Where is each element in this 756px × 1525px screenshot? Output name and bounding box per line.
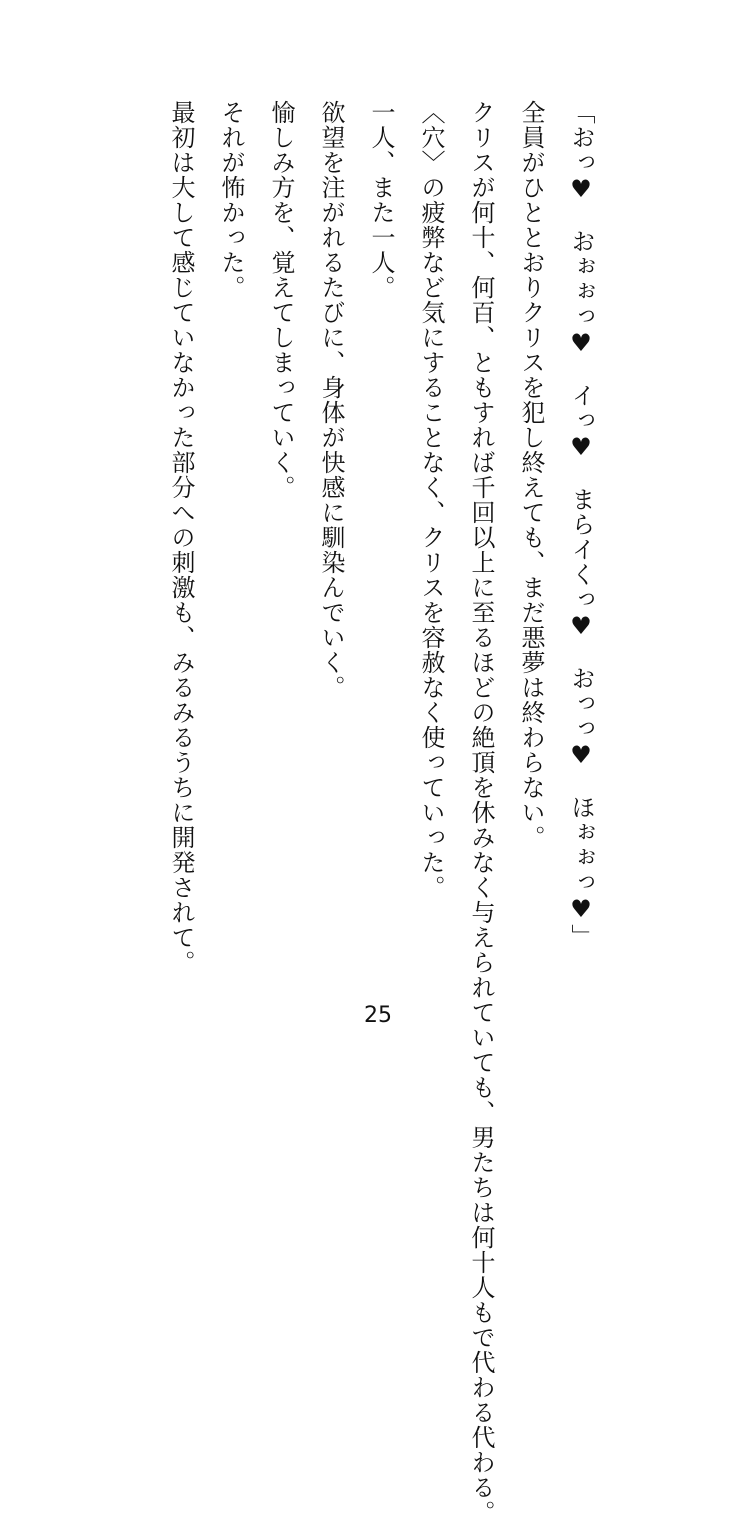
text-line-5: 一人、また一人。 — [367, 100, 395, 300]
text-line-3: クリスが何十、何百、ともすれば千回以上に至るほどの絶頂を休みなく与えられていても、男たちは何十人もで代わる代わる。 — [467, 100, 495, 1525]
text-line-1: 「おっ♥ おぉぉっ♥ イっ♥ まらイくっ♥ おっっ♥ ほぉぉっ♥」 — [567, 100, 595, 949]
text-line-2: 全員がひととおりクリスを犯し終えても、まだ悪夢は終わらない。 — [517, 100, 545, 850]
text-line-8: それが怖かった。 — [217, 100, 245, 300]
text-line-6: 欲望を注がれるたびに、身体が快感に馴染んでいく。 — [317, 100, 345, 700]
text-line-7: 愉しみ方を、覚えてしまっていく。 — [267, 100, 295, 500]
text-line-4: 〈穴〉の疲弊など気にすることなく、クリスを容赦なく使っていった。 — [417, 100, 445, 900]
text-line-9: 最初は大して感じていなかった部分への刺激も、みるみるうちに開発されて。 — [167, 100, 195, 975]
page-number: 25 — [364, 1003, 392, 1028]
